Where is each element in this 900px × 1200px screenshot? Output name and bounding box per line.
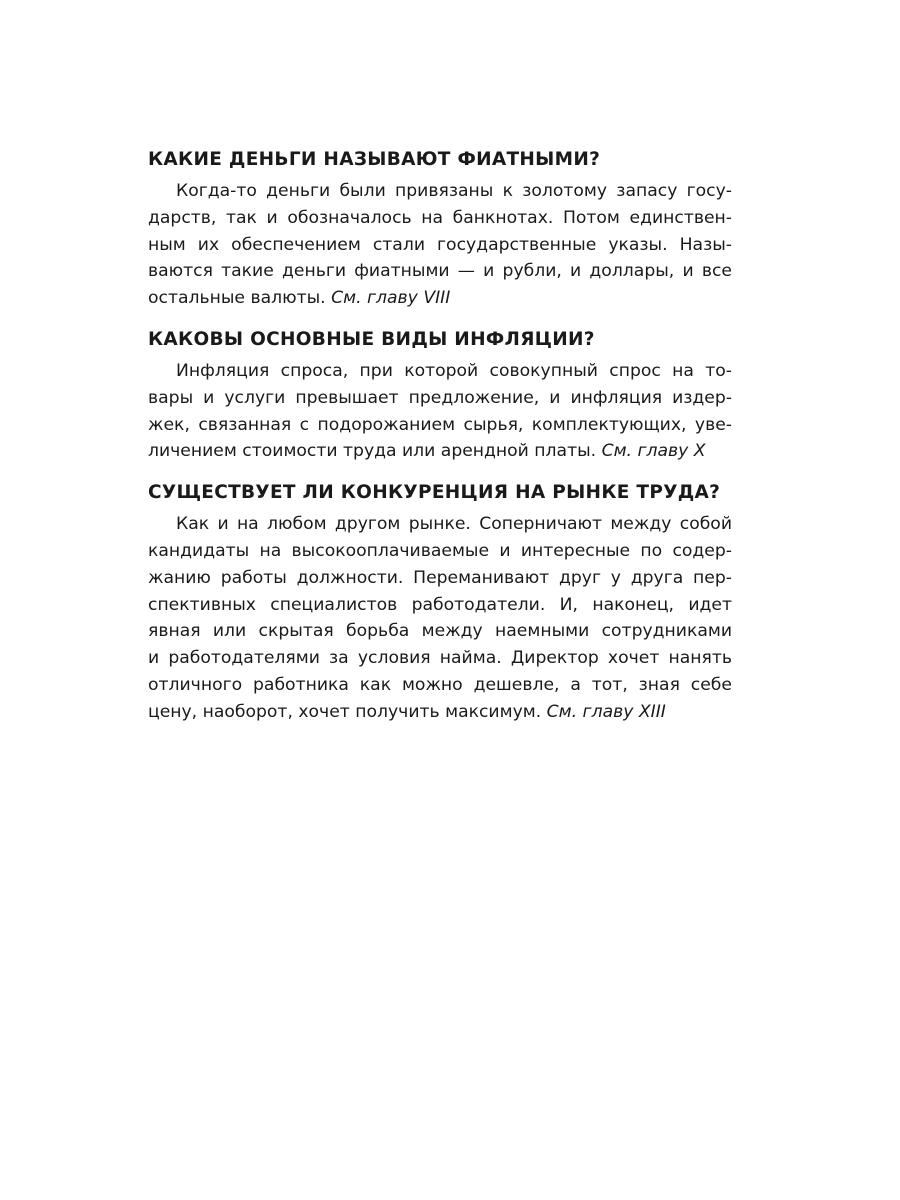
paragraph-line: вары и услуги превышает предложение, и инфляция издер- bbox=[148, 387, 732, 408]
paragraph-line-text: цену, наоборот, хочет получить максимум. bbox=[148, 701, 542, 722]
chapter-reference: См. главу VIII bbox=[331, 288, 451, 309]
section-heading: КАКИЕ ДЕНЬГИ НАЗЫВАЮТ ФИАТНЫМИ? bbox=[148, 149, 601, 170]
paragraph-line: Инфляция спроса, при которой совокупный спрос на то- bbox=[176, 360, 732, 381]
paragraph-line: жек, связанная с подорожанием сырья, комплектующих, уве- bbox=[148, 414, 732, 435]
paragraph-last-line bbox=[148, 438, 732, 465]
paragraph-line-text: личением стоимости труда или арендной платы. bbox=[148, 441, 597, 462]
paragraph-line: отличного работника как можно дешевле, а тот, зная себе bbox=[148, 674, 732, 695]
paragraph-line: Когда-то деньги были привязаны к золотому запасу госу- bbox=[176, 181, 732, 201]
paragraph-line: явная или скрытая борьба между наемными сотрудниками bbox=[148, 621, 732, 642]
section-heading: КАКОВЫ ОСНОВНЫЕ ВИДЫ ИНФЛЯЦИИ? bbox=[148, 328, 595, 350]
paragraph-line: ваются такие деньги фиатными — и рубли, и доллары, и все bbox=[148, 261, 732, 282]
chapter-reference: См. главу XIII bbox=[546, 701, 666, 722]
paragraph-line-text: остальные валюты. bbox=[148, 288, 326, 309]
paragraph-line: дарств, так и обозначалось на банкнотах. Потом единствен- bbox=[148, 207, 732, 228]
section-inflation-types bbox=[148, 326, 732, 465]
chapter-reference: См. главу X bbox=[601, 441, 706, 462]
section-labor-market-competition bbox=[148, 479, 732, 725]
paragraph-line: спективных специалистов работодатели. И, наконец, идет bbox=[148, 594, 732, 615]
paragraph-line: Как и на любом другом рынке. Соперничают между собой bbox=[176, 514, 732, 535]
paragraph-line: жанию работы должности. Переманивают друг у друга пер- bbox=[148, 567, 732, 588]
section-paragraph bbox=[148, 178, 732, 312]
paragraph-line: ным их обеспечением стали государственные указы. Назы- bbox=[148, 234, 732, 255]
paragraph-last-line bbox=[148, 285, 732, 312]
paragraph-line: кандидаты на высокооплачиваемые и интересные по содер- bbox=[148, 540, 732, 561]
section-paragraph bbox=[148, 511, 732, 725]
section-fiat-money bbox=[148, 146, 732, 312]
document-page bbox=[148, 146, 732, 740]
section-heading: СУЩЕСТВУЕТ ЛИ КОНКУРЕНЦИЯ НА РЫНКЕ ТРУДА? bbox=[148, 482, 721, 504]
section-paragraph bbox=[148, 358, 732, 465]
paragraph-last-line bbox=[148, 699, 732, 726]
paragraph-line: и работодателями за условия найма. Директор хочет нанять bbox=[148, 648, 732, 669]
